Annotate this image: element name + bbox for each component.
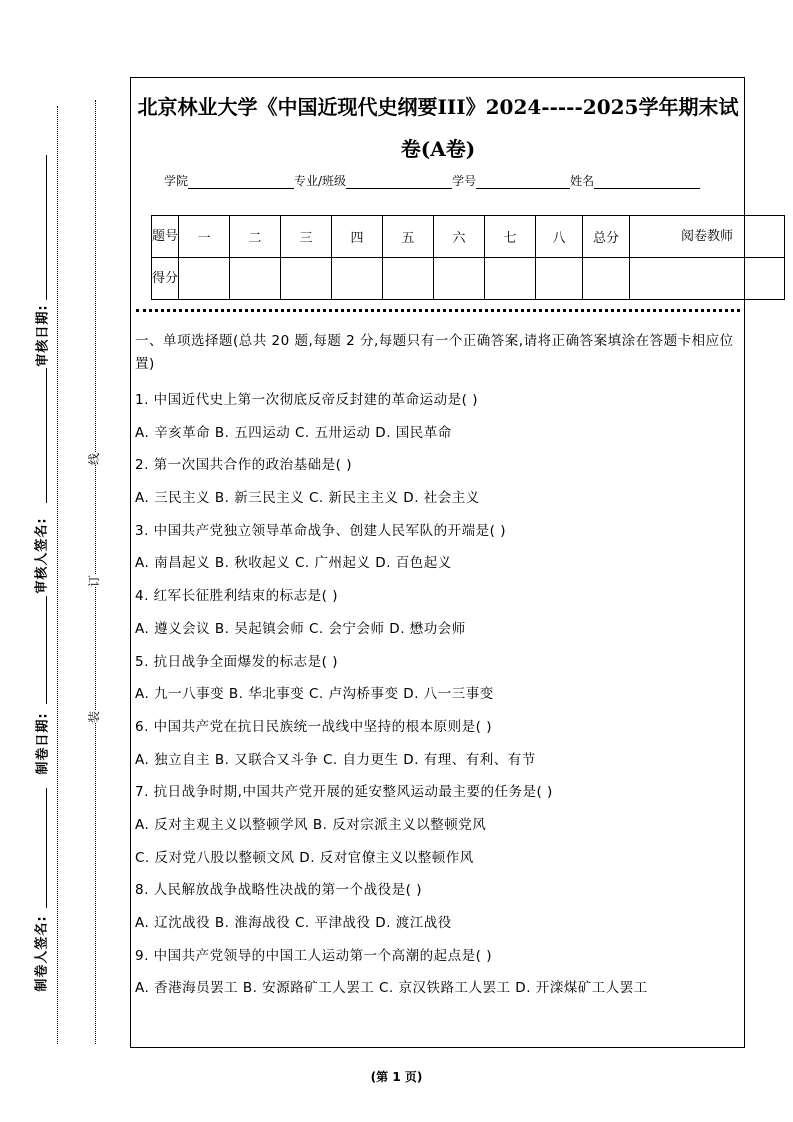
row-label-score: 得分: [152, 258, 179, 300]
make-date-line: [46, 596, 47, 704]
name-label: 姓名: [570, 174, 595, 188]
binding-dotted-rule: [95, 100, 96, 1044]
question-options: A. 辽沈战役 B. 淮海战役 C. 平津战役 D. 渡江战役: [135, 915, 452, 931]
student-id-field[interactable]: [476, 174, 570, 189]
question-content: [135, 330, 740, 1011]
question-stem: 9. 中国共产党领导的中国工人运动第一个高潮的起点是( ): [135, 947, 492, 964]
question-options: A. 南昌起义 B. 秋收起义 C. 广州起义 D. 百色起义: [135, 555, 452, 572]
page-number: (第 1 页): [370, 1070, 423, 1084]
maker-sign-line: [46, 788, 47, 908]
score-cell[interactable]: [485, 258, 536, 300]
col-grader: 阅卷教师: [630, 216, 785, 258]
name-field[interactable]: [594, 174, 700, 189]
question-options: A. 三民主义 B. 新三民主义 C. 新民主主义 D. 社会主义: [135, 490, 480, 507]
question-options: A. 九一八事变 B. 华北事变 C. 卢沟桥事变 D. 八一三事变: [135, 686, 494, 703]
col-7: 七: [485, 216, 536, 258]
score-cell[interactable]: [332, 258, 383, 300]
major-label: 专业/班级: [294, 174, 347, 188]
score-table-score-row: [152, 258, 785, 300]
question-stem: 7. 抗日战争时期,中国共产党开展的延安整风运动最主要的任务是( ): [135, 784, 553, 801]
binding-mark-pack: 装: [87, 710, 102, 724]
score-table: [151, 215, 785, 300]
student-id-label: 学号: [452, 174, 477, 188]
question-options: C. 反对党八股以整顿文风 D. 反对官僚主义以整顿作风: [135, 849, 474, 866]
score-cell[interactable]: [536, 258, 583, 300]
student-info-row: [164, 172, 700, 189]
score-cell-grader[interactable]: [630, 258, 785, 300]
score-cell[interactable]: [383, 258, 434, 300]
col-4: 四: [332, 216, 383, 258]
question-stem: 8. 人民解放战争战略性决战的第一个战役是( ): [135, 882, 422, 899]
question-options: A. 独立自主 B. 又联合又斗争 C. 自力更生 D. 有理、有利、有节: [135, 751, 536, 768]
maker-sign-label: 制卷人签名:: [34, 915, 50, 992]
question-stem: 6. 中国共产党在抗日民族统一战线中坚持的根本原则是( ): [135, 718, 492, 735]
question-stem: 2. 第一次国共合作的政治基础是( ): [135, 457, 352, 474]
question-list: [135, 384, 740, 1011]
score-cell[interactable]: [281, 258, 332, 300]
question-stem: 1. 中国近代史上第一次彻底反帝反封建的革命运动是( ): [135, 392, 478, 408]
section-heading: 一、单项选择题(总共 20 题,每题 2 分,每题只有一个正确答案,请将正确答案填涂在答题卡相应位置): [135, 333, 734, 372]
make-date-label: 制卷日期:: [35, 712, 51, 775]
question-stem: 4. 红军长征胜利结束的标志是( ): [135, 588, 338, 605]
col-2: 二: [230, 216, 281, 258]
reviewer-sign-line: [46, 368, 47, 503]
dotted-separator: [136, 309, 740, 312]
row-label-question-number: 题号: [152, 216, 179, 258]
score-cell[interactable]: [434, 258, 485, 300]
exam-title: 北京林业大学《中国近现代史纲要III》2024-----2025学年期末试卷(A卷): [137, 95, 739, 161]
major-class-field[interactable]: [346, 174, 452, 189]
col-6: 六: [434, 216, 485, 258]
score-cell[interactable]: [230, 258, 281, 300]
col-1: 一: [179, 216, 230, 258]
question-options: A. 遵义会议 B. 吴起镇会师 C. 会宁会师 D. 懋功会师: [135, 620, 466, 637]
binding-mark-line: 线: [87, 452, 102, 466]
review-date-label: 审核日期:: [35, 304, 51, 367]
question-stem: 5. 抗日战争全面爆发的标志是( ): [135, 653, 338, 670]
col-8: 八: [536, 216, 583, 258]
question-options: A. 辛亥革命 B. 五四运动 C. 五卅运动 D. 国民革命: [135, 424, 452, 441]
col-total: 总分: [583, 216, 630, 258]
margin-dotted-rule-outer: [57, 106, 58, 1044]
question-options: A. 反对主观主义以整顿学风 B. 反对宗派主义以整顿党风: [135, 816, 487, 833]
score-table-header-row: [152, 216, 785, 258]
col-5: 五: [383, 216, 434, 258]
college-field[interactable]: [188, 174, 294, 189]
col-3: 三: [281, 216, 332, 258]
question-options: A. 香港海员罢工 B. 安源路矿工人罢工 C. 京汉铁路工人罢工 D. 开滦煤矿工人罢工: [135, 980, 648, 997]
score-cell[interactable]: [179, 258, 230, 300]
score-cell-total[interactable]: [583, 258, 630, 300]
question-stem: 3. 中国共产党独立领导革命战争、创建人民军队的开端是( ): [135, 522, 506, 539]
review-date-line: [46, 155, 47, 300]
binding-mark-order: 订: [87, 574, 102, 588]
reviewer-sign-label: 审核人签名:: [34, 517, 50, 594]
college-label: 学院: [164, 174, 189, 188]
